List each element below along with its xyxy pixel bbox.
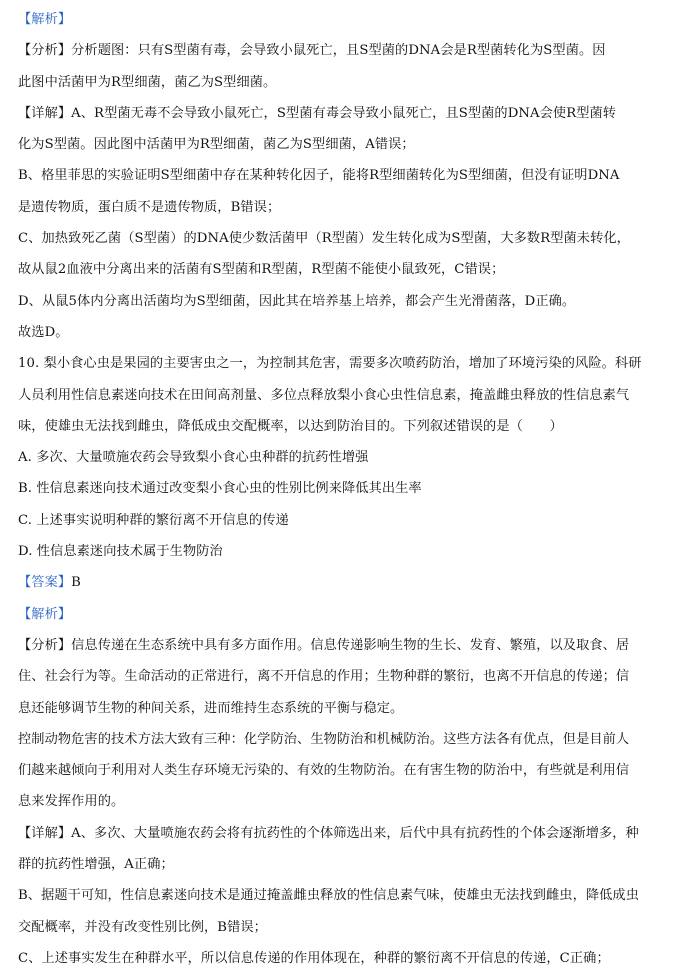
- fenxi-line: 息来发挥作用的。: [18, 794, 125, 810]
- xiangjie-line: C、加热致死乙菌（S型菌）的DNA使少数活菌甲（R型菌）发生转化成为S型菌，大多数R型菌未转化，: [18, 231, 630, 247]
- option-b: B. 性信息素迷向技术通过改变梨小食心虫的性别比例来降低其出生率: [18, 481, 422, 497]
- xiangjie-line: 群的抗药性增强，A正确；: [18, 857, 174, 873]
- xiangjie-line: 【详解】A、多次、大量喷施农药会将有抗药性的个体筛选出来，后代中具有抗药性的个体会逐渐增多，种: [18, 825, 639, 841]
- xiangjie-line: C、上述事实发生在种群水平，所以信息传递的作用体现在，种群的繁衍离不开信息的传递，C正确；: [18, 950, 610, 966]
- question-10-stem: 味，使雄虫无法找到雌虫，降低成虫交配概率，以达到防治目的。下列叙述错误的是（ ）: [18, 418, 563, 434]
- fenxi-line: 此图中活菌甲为R型细菌，菌乙为S型细菌。: [18, 74, 277, 90]
- option-c: C. 上述事实说明种群的繁衍离不开信息的传递: [18, 512, 289, 528]
- answer-value: B: [71, 575, 81, 591]
- analysis-label: 【解析】: [18, 12, 72, 27]
- xiangjie-line: B、格里菲思的实验证明S型细菌中存在某种转化因子，能将R型细菌转化为S型细菌，但没有证明DNA: [18, 168, 620, 184]
- xiangjie-line: 交配概率，并没有改变性别比例，B错误；: [18, 919, 267, 935]
- fenxi-line: 息还能够调节生物的种间关系，进而维持生态系统的平衡与稳定。: [18, 700, 404, 716]
- question-10-stem: 人员利用性信息素迷向技术在田间高剂量、多位点释放梨小食心虫性信息素，掩盖雌虫释放的性信息素气: [18, 387, 630, 403]
- conclusion-line: 故选D。: [18, 324, 69, 340]
- xiangjie-line: D、从鼠5体内分离出活菌均为S型细菌，因此其在培养基上培养，都会产生光滑菌落，D正确。: [18, 293, 576, 309]
- analysis-label: 【解析】: [18, 606, 72, 622]
- fenxi-line: 【分析】分析题图：只有S型菌有毒，会导致小鼠死亡，且S型菌的DNA会是R型菌转化为S型菌。因: [18, 43, 606, 59]
- answer-line: [18, 567, 682, 598]
- fenxi-line: 住、社会行为等。生命活动的正常进行，离不开信息的作用；生物种群的繁衍，也离不开信息的传递；信: [18, 669, 630, 685]
- fenxi-line: 控制动物危害的技术方法大致有三种：化学防治、生物防治和机械防治。这些方法各有优点，但是目前人: [18, 731, 630, 747]
- xiangjie-line: 【详解】A、R型菌无毒不会导致小鼠死亡，S型菌有毒会导致小鼠死亡，且S型菌的DNA会使R型菌转: [18, 105, 617, 121]
- question-10-stem: 10. 梨小食心虫是果园的主要害虫之一，为控制其危害，需要多次喷药防治，增加了环境污染的风险。科研: [18, 356, 642, 372]
- xiangjie-line: 是遗传物质，蛋白质不是遗传物质，B错误；: [18, 199, 281, 215]
- option-a: A. 多次、大量喷施农药会导致梨小食心虫种群的抗药性增强: [18, 450, 369, 466]
- xiangjie-line: 故从鼠2血液中分离出来的活菌有S型菌和R型菌，R型菌不能使小鼠致死，C错误；: [18, 262, 505, 278]
- xiangjie-line: 化为S型菌。因此图中活菌甲为R型细菌，菌乙为S型细菌，A错误；: [18, 137, 415, 153]
- xiangjie-line: B、据题干可知，性信息素迷向技术是通过掩盖雌虫释放的性信息素气味，使雄虫无法找到雌虫，降低成虫: [18, 888, 640, 904]
- fenxi-line: 【分析】信息传递在生态系统中具有多方面作用。信息传递影响生物的生长、发育、繁殖，以及取食、居: [18, 637, 630, 653]
- answer-label: 【答案】: [18, 575, 72, 591]
- option-d: D. 性信息素迷向技术属于生物防治: [18, 544, 223, 560]
- fenxi-line: 们越来越倾向于利用对人类生存环境无污染的、有效的生物防治。在有害生物的防治中，有些就是利用信: [18, 763, 630, 779]
